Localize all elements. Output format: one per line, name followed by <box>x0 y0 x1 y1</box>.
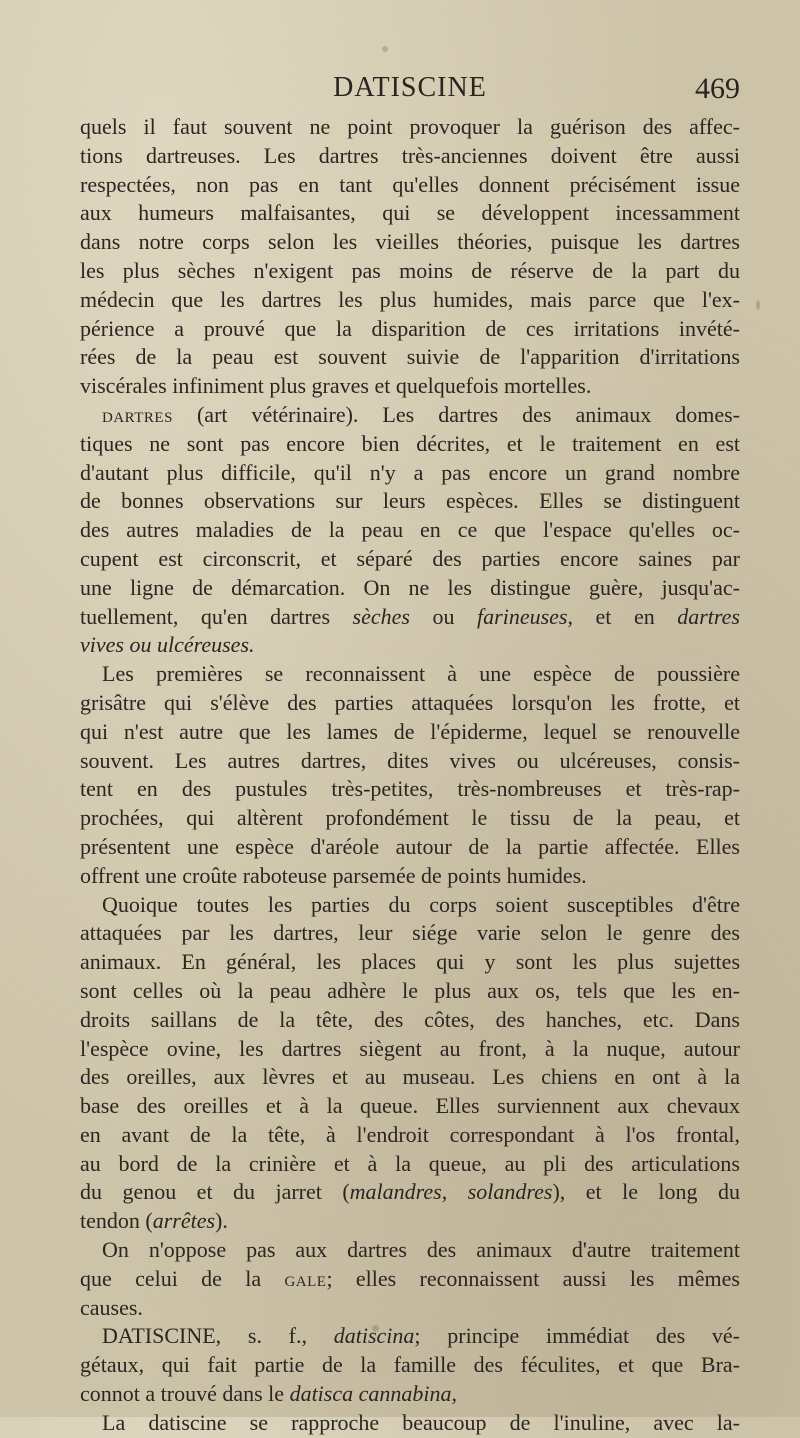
page-number: 469 <box>695 72 740 105</box>
running-head <box>80 72 740 112</box>
text-line: dans notre corps selon les vieilles théories, puisque les dartres <box>80 229 740 255</box>
text-line: sont celles où la peau adhère le plus aux os, tels que les en- <box>80 977 740 1003</box>
text-line: médecin que les dartres les plus humides, mais parce que l'ex- <box>80 286 740 312</box>
text-line: les plus sèches n'exigent pas moins de réserve de la part du <box>80 257 740 283</box>
text-line: animaux. En général, les places qui y sont les plus sujettes <box>80 949 740 975</box>
text-line: gétaux, qui fait partie de la famille des féculites, et que Bra- <box>80 1352 740 1378</box>
text-line: tent en des pustules très-petites, très-nombreuses et très-rap- <box>80 776 740 802</box>
text-line: présentent une espèce d'aréole autour de la partie affectée. Elles <box>80 833 740 859</box>
text-line: qui n'est autre que les lames de l'épiderme, lequel se renouvelle <box>80 718 740 744</box>
text-line: souvent. Les autres dartres, dites vives ou ulcéreuses, consis- <box>80 747 740 773</box>
text-line: périence a prouvé que la disparition de ces irritations invété- <box>80 315 740 341</box>
text-line: offrent une croûte raboteuse parsemée de points humides. <box>80 862 587 888</box>
text-line: une ligne de démarcation. On ne les distingue guère, jusqu'ac- <box>80 574 740 600</box>
text-line: viscérales infiniment plus graves et quelquefois mortelles. <box>80 373 592 399</box>
body-text <box>80 113 740 1438</box>
text-line: respectées, non pas en tant qu'elles donnent précisément issue <box>80 171 740 197</box>
text-line: d'autant plus difficile, qu'il n'y a pas encore un grand nombre <box>80 459 740 485</box>
text-line: du genou et du jarret (malandres, solandres), et le long du <box>80 1179 740 1205</box>
paper-stain <box>382 46 388 52</box>
text-line: des oreilles, aux lèvres et au museau. Les chiens en ont à la <box>80 1064 740 1090</box>
text-line: tendon (arrêtes). <box>80 1208 228 1234</box>
text-line: attaquées par les dartres, leur siége varie selon le genre des <box>80 920 740 946</box>
text-line: aux humeurs malfaisantes, qui se développent incessamment <box>80 200 740 226</box>
text-line: rées de la peau est souvent suivie de l'apparition d'irritations <box>80 344 740 370</box>
running-title: DATISCINE <box>333 72 487 103</box>
text-line: tiques ne sont pas encore bien décrites, et le traitement en est <box>80 430 740 456</box>
text-line: quels il faut souvent ne point provoquer la guérison des affec- <box>80 114 740 139</box>
text-line: Quoique toutes les parties du corps soient susceptibles d'être <box>102 891 740 917</box>
text-line: grisâtre qui s'élève des parties attaquées lorsqu'on les frotte, et <box>80 689 740 715</box>
text-line: en avant de la tête, à l'endroit correspondant à l'os frontal, <box>80 1121 740 1147</box>
text-line: au bord de la crinière et à la queue, au pli des articulations <box>80 1150 740 1176</box>
text-line: base des oreilles et à la queue. Elles surviennent aux chevaux <box>80 1093 740 1119</box>
text-line: causes. <box>80 1294 143 1320</box>
text-line: connot a trouvé dans le datisca cannabina, <box>80 1381 457 1407</box>
text-line: droits saillans de la tête, des côtes, des hanches, etc. Dans <box>80 1006 740 1032</box>
text-line: Les premières se reconnaissent à une espèce de poussière <box>102 661 740 687</box>
paper-stain <box>372 1325 379 1332</box>
text-line: l'espèce ovine, les dartres siègent au front, à la nuque, autour <box>80 1035 740 1061</box>
text-line: vives ou ulcéreuses. <box>80 632 255 658</box>
text-line: tions dartreuses. Les dartres très-anciennes doivent être aussi <box>80 142 740 168</box>
text-line: dartres (art vétérinaire). Les dartres des animaux domes- <box>102 401 740 427</box>
text-line: DATISCINE, s. f., datiscina; principe immédiat des vé- <box>102 1323 740 1349</box>
text-line: des autres maladies de la peau en ce que l'espace qu'elles oc- <box>80 517 740 543</box>
paper-stain <box>756 300 760 310</box>
text-line: que celui de la gale; elles reconnaissent aussi les mêmes <box>80 1265 740 1291</box>
text-line: La datiscine se rapproche beaucoup de l'inuline, avec la- <box>102 1409 740 1435</box>
text-line: cupent est circonscrit, et séparé des parties encore saines par <box>80 545 740 571</box>
text-line: tuellement, qu'en dartres sèches ou farineuses, et en dartres <box>80 603 740 629</box>
text-line: de bonnes observations sur leurs espèces. Elles se distinguent <box>80 488 740 514</box>
text-line: prochées, qui altèrent profondément le tissu de la peau, et <box>80 805 740 831</box>
text-line: On n'oppose pas aux dartres des animaux d'autre traitement <box>102 1237 740 1263</box>
